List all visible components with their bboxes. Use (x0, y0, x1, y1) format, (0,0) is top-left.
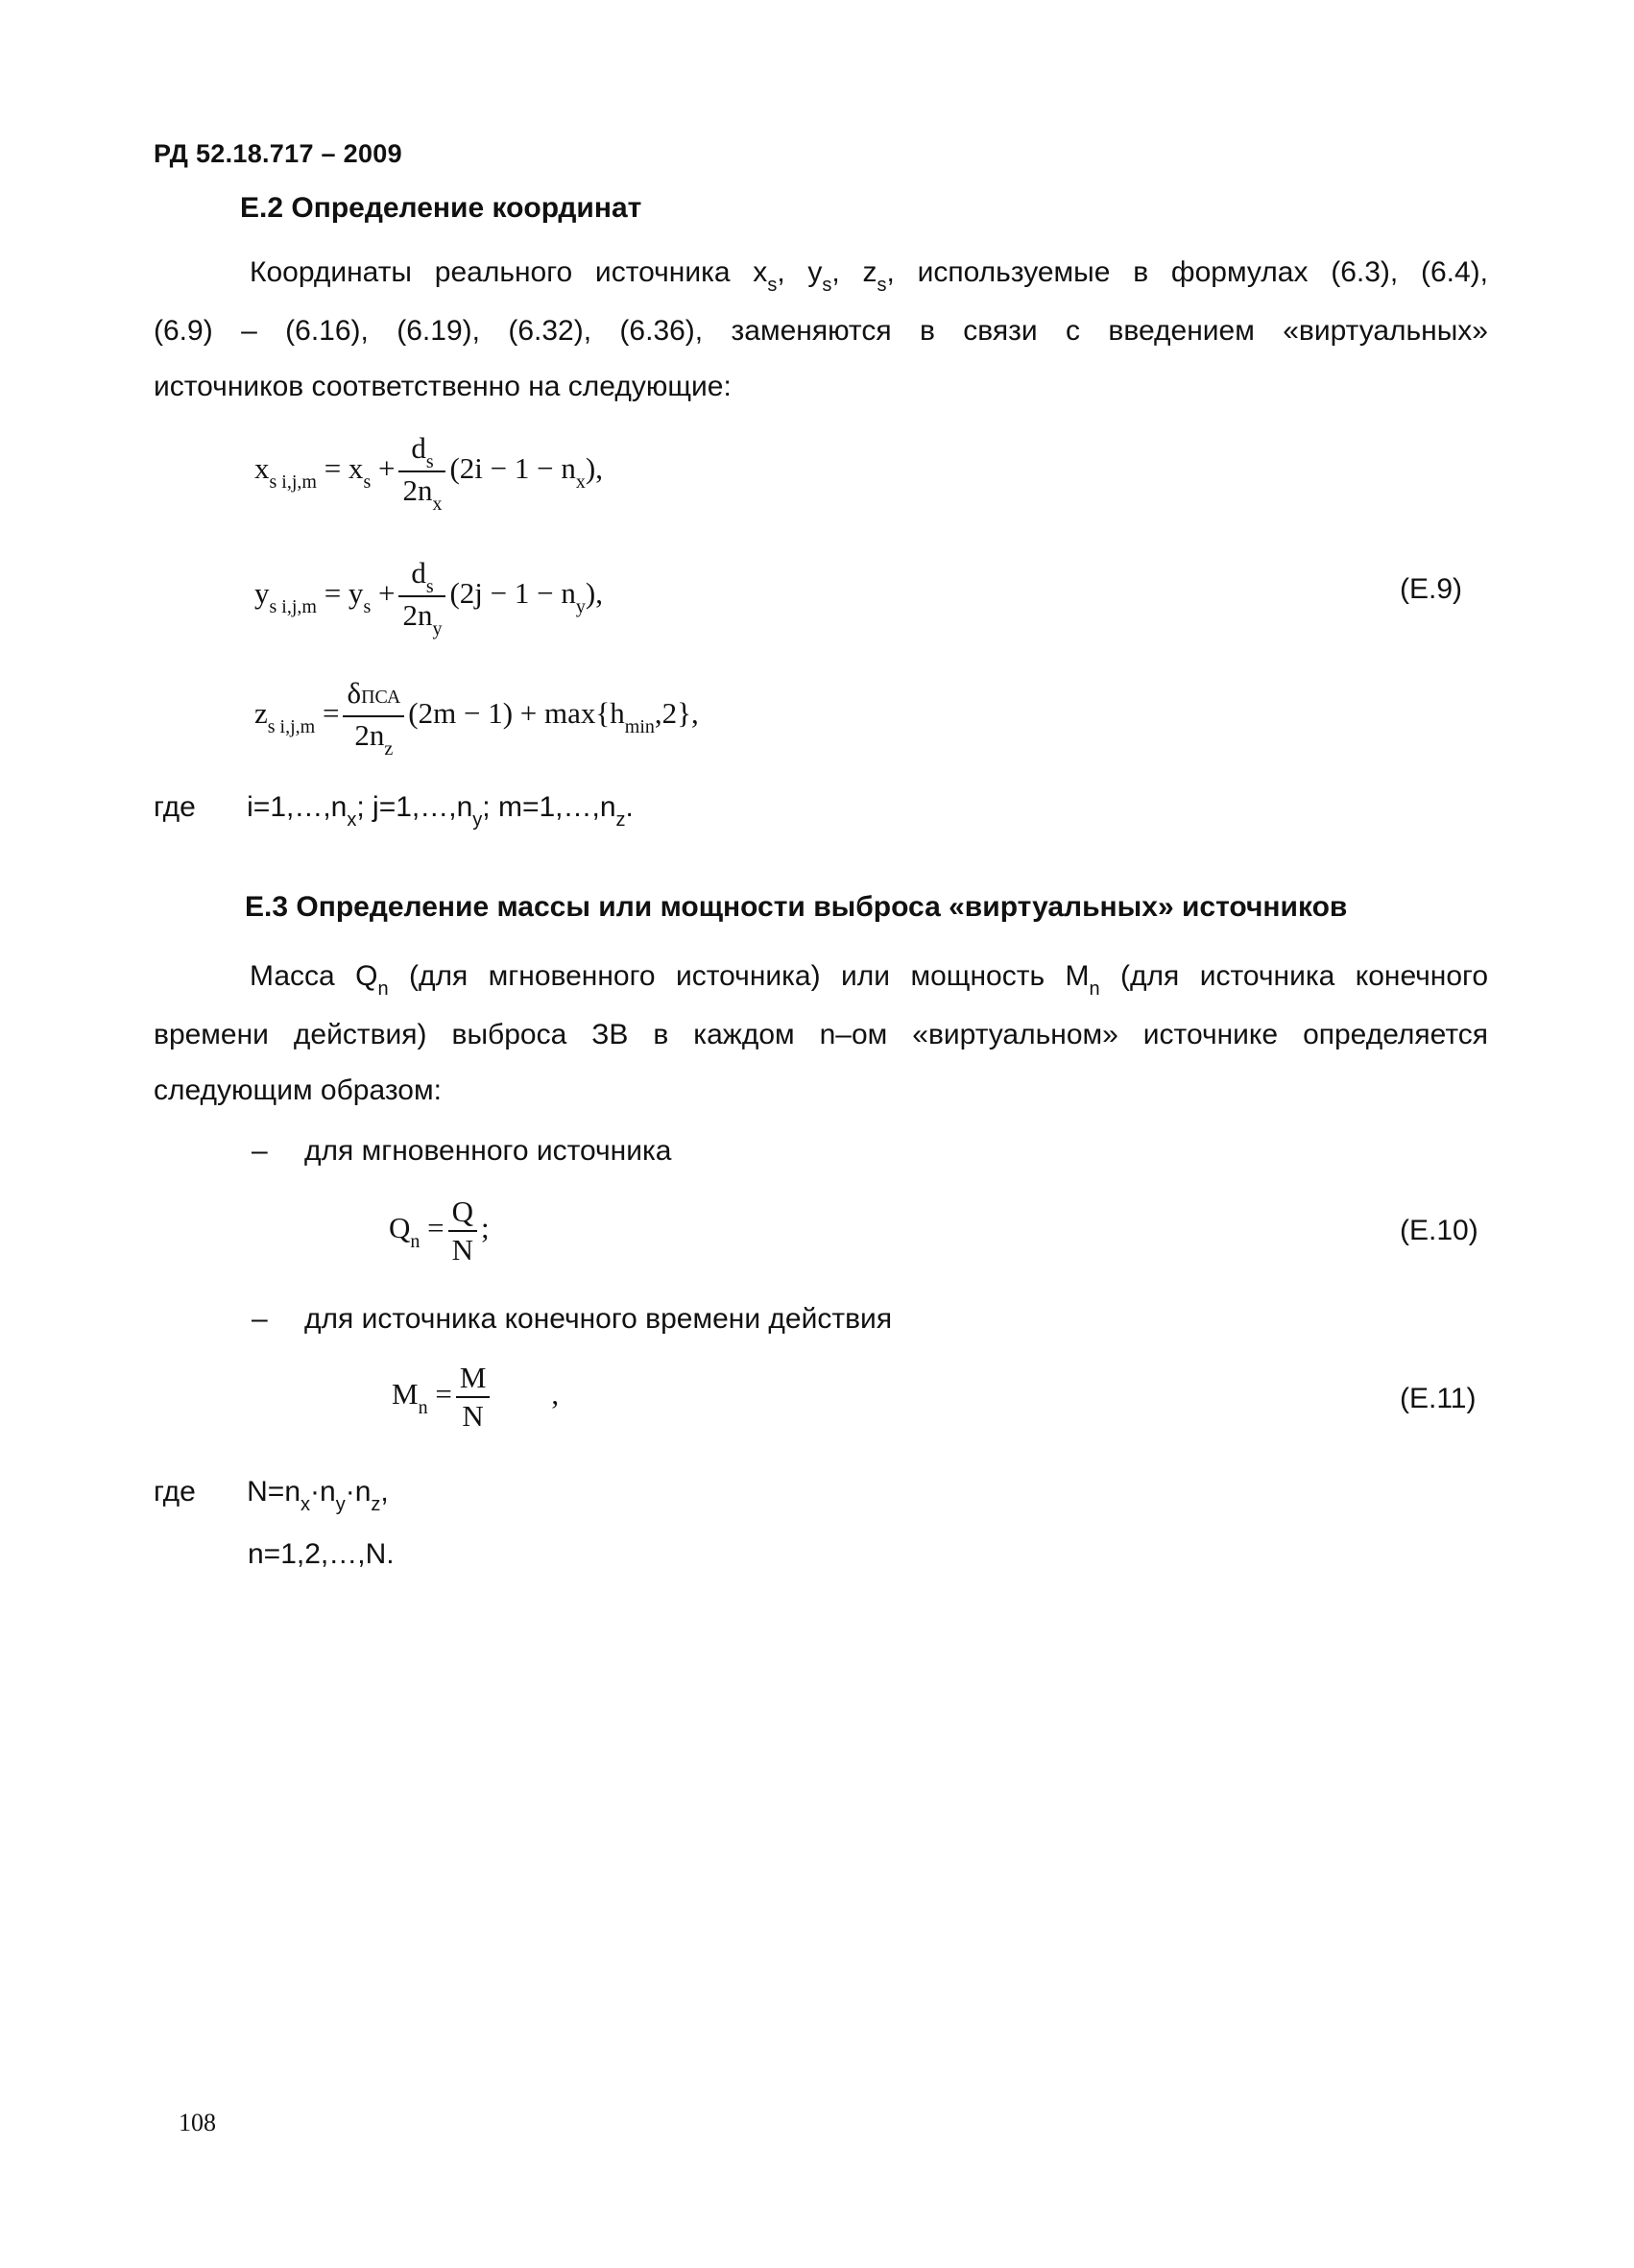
section-e3-title: Е.3 Определение массы или мощности выброса «виртуальных» источников (245, 891, 1348, 923)
section-e2-title: Е.2 Определение координат (240, 192, 642, 224)
equation-x-coordinate: $x_{s i,j,m} = x_s$ + $\frac{d_s}{2n_x}$ $(2i - 1 - n_x)$, (254, 431, 603, 515)
equation-number-e9: (Е.9) (1400, 573, 1463, 605)
equation-emission-rate: $M_n$ = $\frac{M}{N}$ , (392, 1361, 560, 1433)
index-ranges: где $i=1,\dots,n_x$; $j=1,\dots,n_y$; $m=1,\dots,n_z$. (154, 791, 634, 831)
list-item-instant-source: – для мгновенного источника (252, 1135, 672, 1167)
equation-y-coordinate: $y_{s i,j,m} = y_s$ + $\frac{d_s}{2n_y}$ $(2j - 1 - n_y)$, (254, 556, 603, 639)
section-e3-paragraph: Масса $Q_n$ (для мгновенного источника) или мощность $M_n$ (для источника конечного времени действия) выброса ЗВ в каждом n–ом «виртуальном» источнике определяется следующим образом: (154, 960, 1488, 1106)
section-e2-paragraph: Координаты реального источника $x_s$, $y_s$, $z_s$, используемые в формулах (6.3), (6.4), (6.9) – (6.16), (6.19), (6.32), (6.36), заменяются в связи с введением «виртуальных» источников соответственно на следующие: (154, 256, 1489, 402)
n-definition: где $N=n_x\cdot n_y\cdot n_z$, (154, 1476, 389, 1515)
equation-mass: $Q_n$ = $\frac{Q}{N}$ ; (389, 1194, 490, 1267)
equation-number-e10: (Е.10) (1400, 1215, 1478, 1246)
page-number: 108 (179, 2109, 216, 2136)
equation-z-coordinate: $z_{s i,j,m}$ = $\frac{\text{δПСА}}{2n_z}$ $(2m - 1) + \max\{h_{min},2\}$, (254, 676, 699, 760)
document-code: РД 52.18.717 – 2009 (154, 139, 402, 168)
n-range: n=1,2,…,N. (248, 1538, 395, 1570)
equation-number-e11: (Е.11) (1400, 1383, 1477, 1414)
list-item-finite-source: – для источника конечного времени действия (252, 1303, 893, 1335)
